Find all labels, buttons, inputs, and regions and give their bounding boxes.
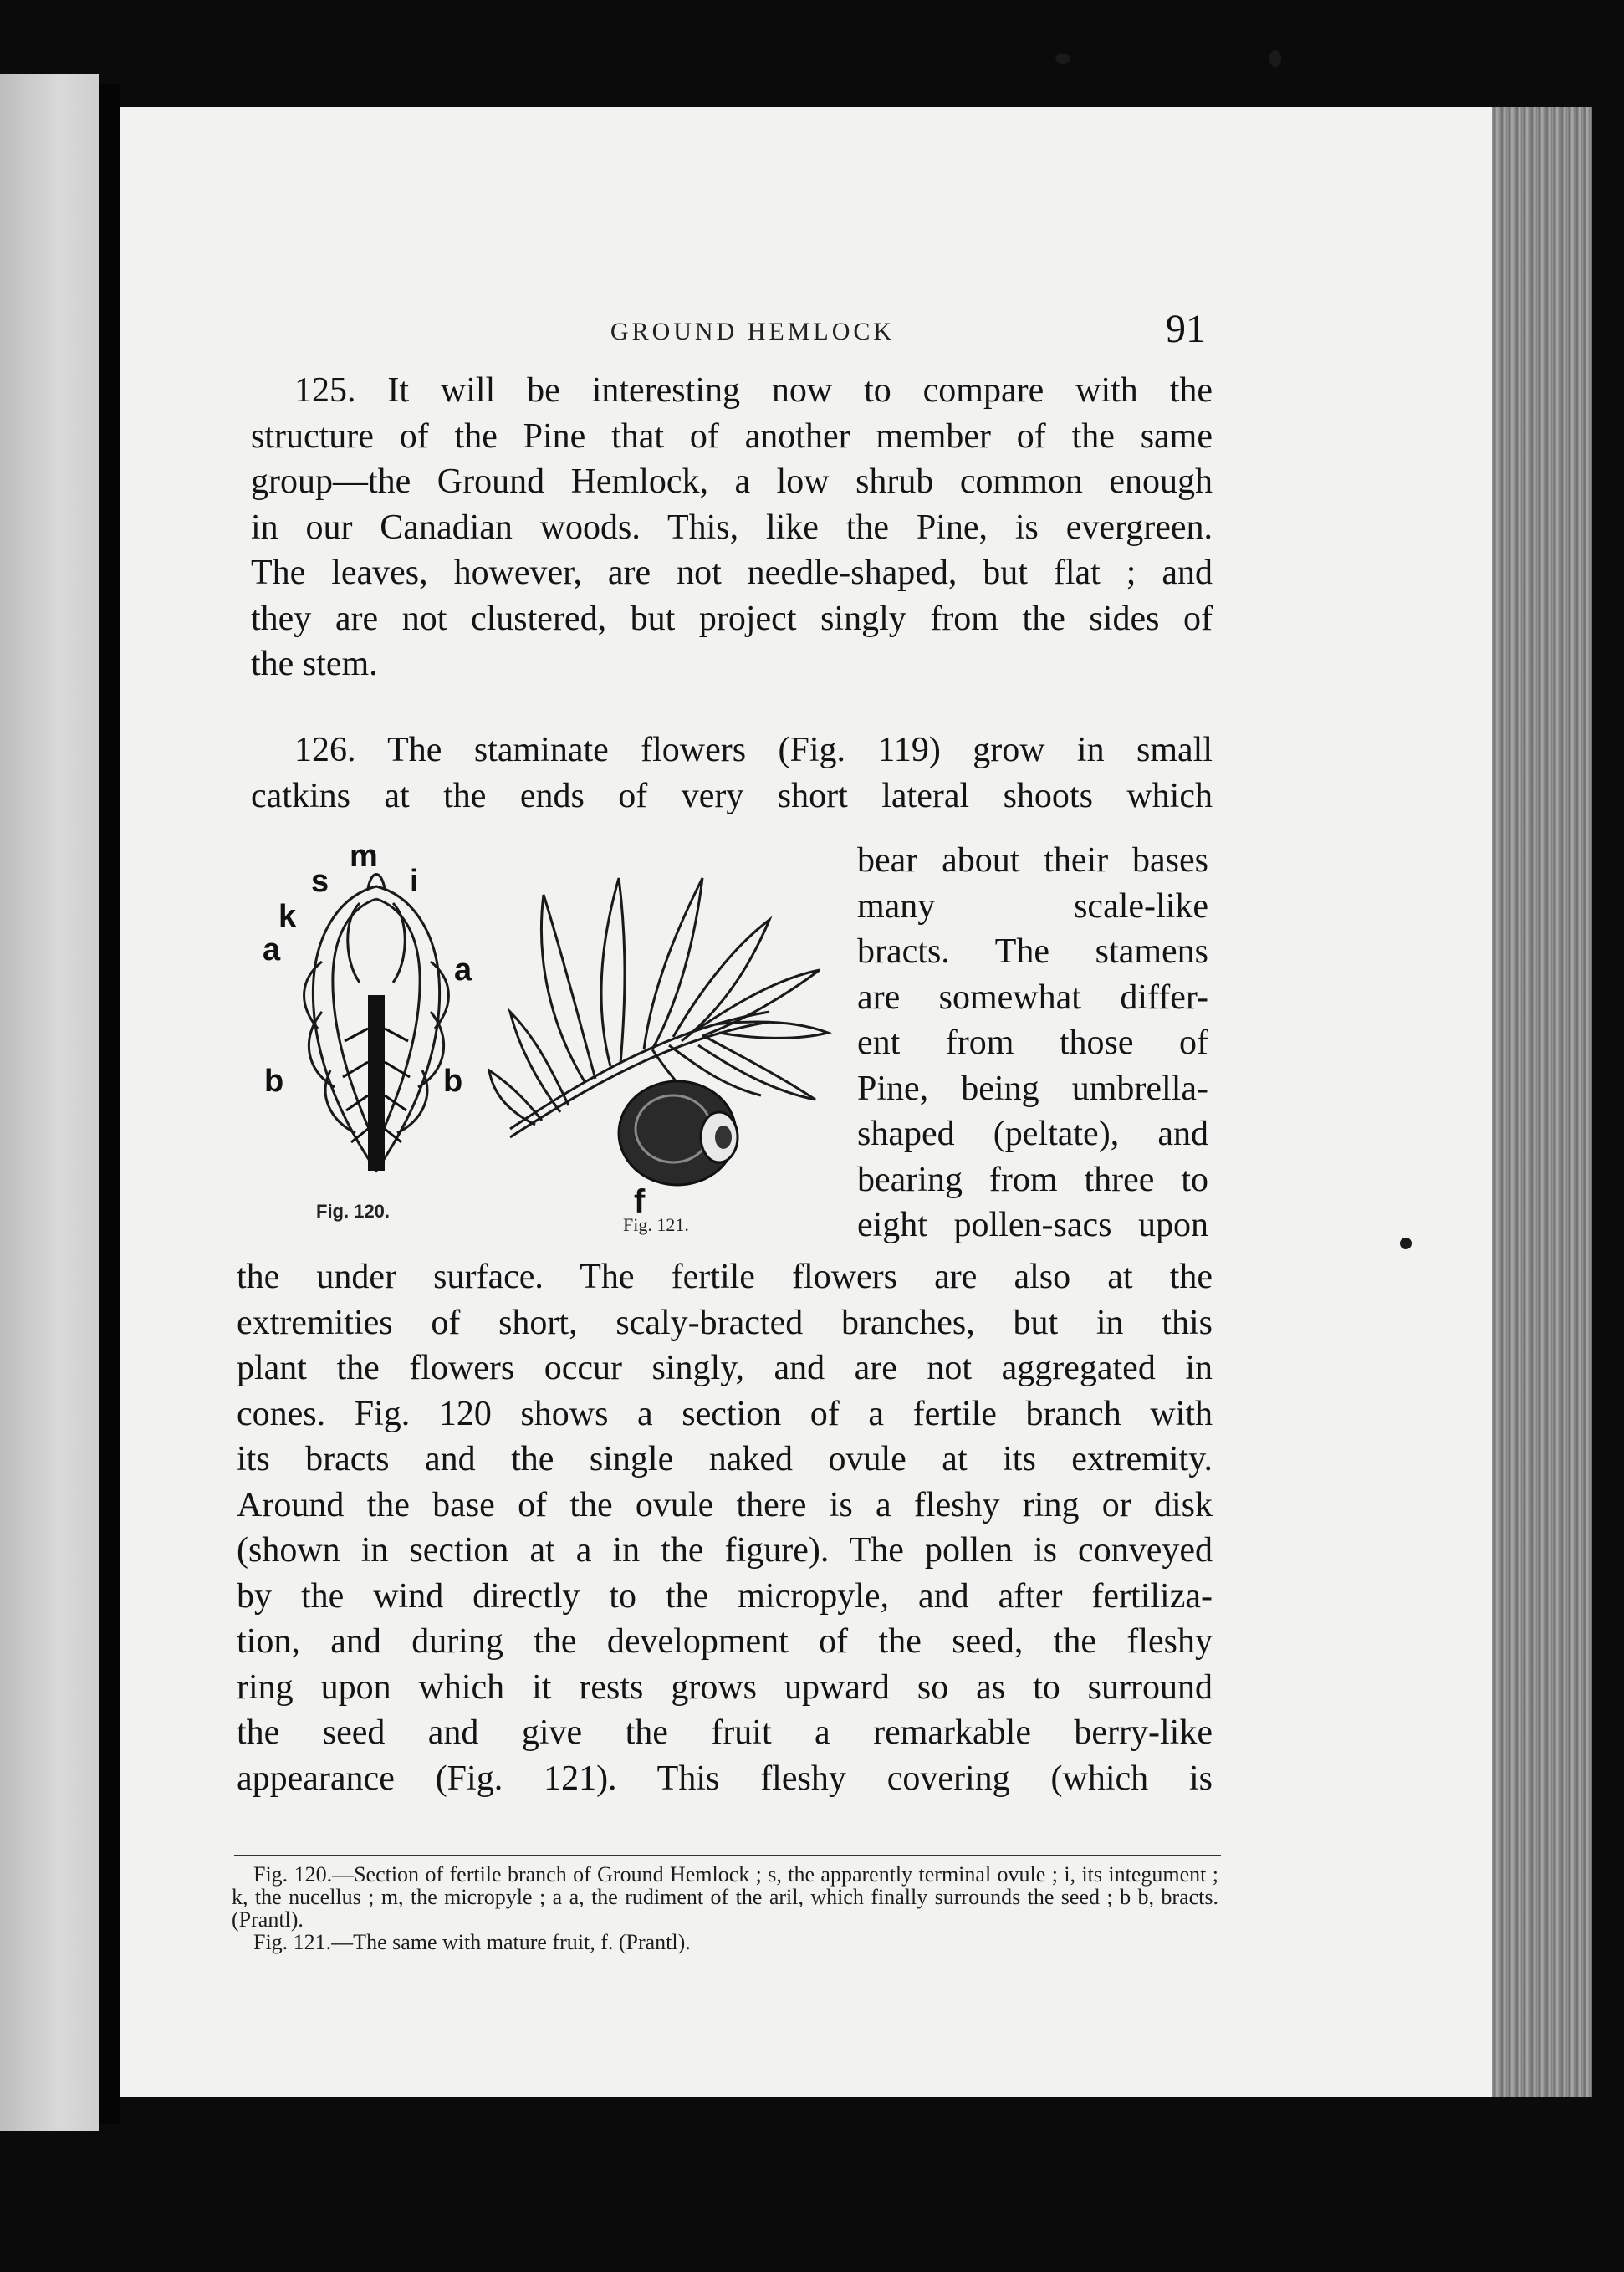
scan-speck (1269, 50, 1281, 67)
paragraph-126-top (251, 728, 1213, 819)
facing-page-edge (0, 74, 99, 2131)
text-line: bracts. The stamens (857, 932, 1208, 971)
text-line: the seed and give the fruit a remarkable berry-like (237, 1713, 1213, 1752)
running-head: GROUND HEMLOCK (610, 318, 896, 345)
scan-speck (1400, 1238, 1412, 1249)
figure-121-caption: Fig. 121. (623, 1214, 689, 1235)
figure-120-illustration (251, 836, 502, 1204)
text-line: by the wind directly to the micropyle, and after fertiliza- (237, 1576, 1213, 1616)
text-line: in our Canadian woods. This, like the Pine, is evergreen. (251, 508, 1213, 547)
text-line: the under surface. The fertile flowers are also at the (237, 1258, 1213, 1296)
text-line: the stem. (251, 645, 378, 683)
text-line: extremities of short, scaly-bracted branches, but in this (237, 1303, 1213, 1342)
figure-label-k: k (278, 899, 297, 934)
figure-label-i: i (410, 864, 419, 899)
text-line: plant the flowers occur singly, and are not aggregated in (237, 1349, 1213, 1387)
text-line: bearing from three to (857, 1160, 1208, 1199)
text-line: Pine, being umbrella- (857, 1069, 1208, 1108)
text-line: Around the base of the ovule there is a fleshy ring or disk (237, 1485, 1213, 1524)
footnote-fig-120 (232, 1863, 1218, 1931)
text-line: The leaves, however, are not needle-shaped, but flat ; and (251, 554, 1213, 592)
footnote-text: Fig. 121.—The same with mature fruit, f. (Prantl). (253, 1930, 691, 1954)
figure-label-a-left: a (263, 932, 281, 968)
text-line: 125. It will be interesting now to compare with the (294, 371, 1213, 410)
text-line: appearance (Fig. 121). This fleshy covering (which is (237, 1759, 1213, 1798)
text-line: ent from those of (857, 1024, 1208, 1062)
page-stack-edge (1492, 107, 1592, 2097)
figure-label-s: s (311, 864, 329, 899)
text-line: tion, and during the development of the seed, the fleshy (237, 1622, 1213, 1661)
figure-label-a-right: a (454, 952, 472, 988)
text-line: ring upon which it rests grows upward so as to surround (237, 1667, 1213, 1707)
figure-label-f: f (634, 1183, 646, 1220)
book-gutter (99, 84, 120, 2124)
text-line: many scale-like (857, 886, 1208, 926)
figure-120-caption: Fig. 120. (316, 1201, 391, 1222)
text-line: eight pollen-sacs upon (857, 1206, 1208, 1244)
footnote-text: Fig. 120.—Section of fertile branch of Ground Hemlock ; s, the apparently terminal ovule ; i, its integument ; k, the nucellus ; m, the micropyle ; a a, the rudiment of the aril, which finally surrounds the seed ; b b, bracts. (Prantl). (232, 1862, 1218, 1932)
text-line: 126. The staminate flowers (Fig. 119) grow in small (294, 731, 1213, 769)
scan-speck (1055, 54, 1070, 64)
text-line: catkins at the ends of very short lateral shoots which (251, 776, 1213, 815)
page-number: 91 (1166, 307, 1206, 351)
text-line: are somewhat differ- (857, 978, 1208, 1017)
text-line: shaped (peltate), and (857, 1115, 1208, 1153)
footnote-fig-121 (232, 1931, 1218, 1953)
text-line: bear about their bases (857, 841, 1208, 880)
text-line: group—the Ground Hemlock, a low shrub common enough (251, 462, 1213, 501)
figure-label-m: m (350, 839, 378, 874)
text-line: its bracts and the single naked ovule at its extremity. (237, 1440, 1213, 1478)
footnote-divider (234, 1855, 1221, 1856)
paragraph-125 (251, 368, 1213, 687)
figure-label-b-left: b (264, 1064, 284, 1099)
paragraph-126-bottom (237, 1254, 1213, 1801)
footnotes (232, 1863, 1218, 1953)
text-line: structure of the Pine that of another member of the same (251, 416, 1213, 456)
figure-121-illustration (485, 845, 836, 1229)
figure-label-b-right: b (443, 1064, 463, 1099)
text-line: they are not clustered, but project singly from the sides of (251, 599, 1213, 638)
text-line: (shown in section at a in the figure). The pollen is conveyed (237, 1531, 1213, 1570)
text-line: cones. Fig. 120 shows a section of a fertile branch with (237, 1394, 1213, 1433)
paragraph-126-side (857, 838, 1208, 1248)
